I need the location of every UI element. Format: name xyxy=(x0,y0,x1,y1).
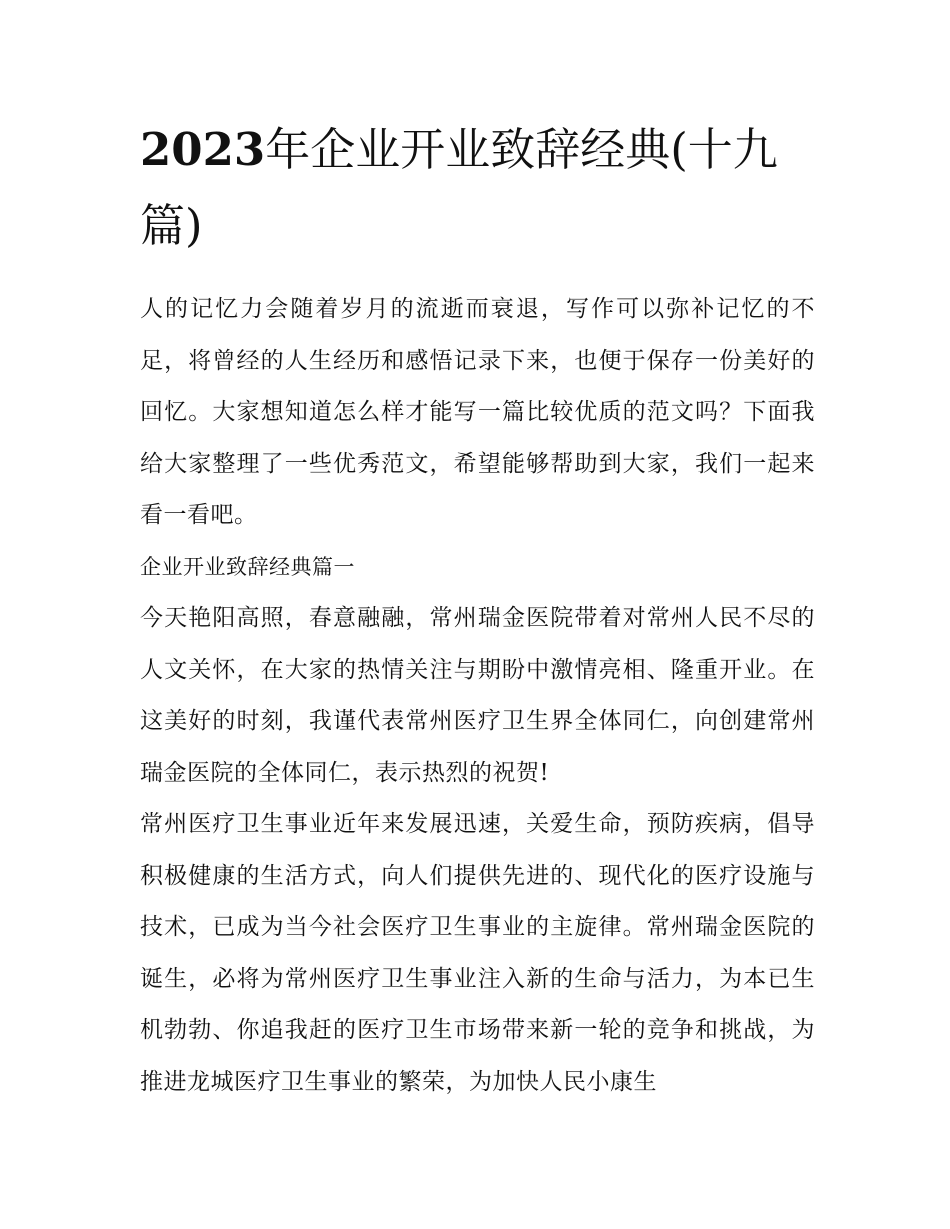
section-heading: 企业开业致辞经典篇一 xyxy=(140,554,355,579)
intro-paragraph: 人的记忆力会随着岁月的流逝而衰退，写作可以弥补记忆的不足，将曾经的人生经历和感悟记录下来，也便于保存一份美好的回忆。大家想知道怎么样才能写一篇比较优质的范文吗？下面我给大家整理了一些优秀范文，希望能够帮助到大家，我们一起来看一看吧。 xyxy=(140,296,815,528)
section-paragraph: 今天艳阳高照，春意融融，常州瑞金医院带着对常州人民不尽的人文关怀，在大家的热情关注与期盼中激情亮相、隆重开业。在这美好的时刻，我谨代表常州医疗卫生界全体同仁，向创建常州瑞金医院的全体同仁，表示热烈的祝贺! xyxy=(140,605,815,786)
title-year: 2023 xyxy=(140,123,266,176)
section-paragraph: 常州医疗卫生事业近年来发展迅速，关爱生命，预防疾病，倡导积极健康的生活方式，向人们提供先进的、现代化的医疗设施与技术，已成为当今社会医疗卫生事业的主旋律。常州瑞金医院的诞生，必将为常州医疗卫生事业注入新的生命与活力，为本已生机勃勃、你追我赶的医疗卫生市场带来新一轮的竞争和挑战，为推进龙城医疗卫生事业的繁荣，为加快人民小康生 xyxy=(140,811,815,1095)
document-title xyxy=(140,112,815,264)
document-page xyxy=(140,112,815,1108)
title-text: 年企业开业致辞经典(十九篇) xyxy=(140,123,778,252)
